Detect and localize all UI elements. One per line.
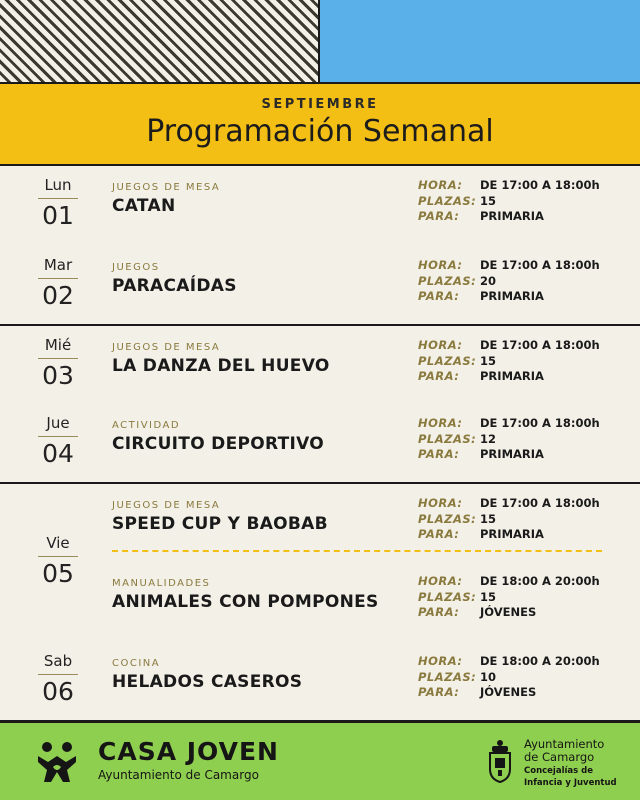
places-line	[418, 670, 600, 686]
places-label: PLAZAS:	[418, 353, 477, 368]
page-title: Programación Semanal	[146, 114, 494, 149]
activity-category: JUEGOS DE MESA	[112, 182, 221, 193]
day-name: Sab	[38, 652, 78, 675]
schedule-row	[0, 642, 640, 722]
day-number: 02	[42, 281, 74, 310]
hour-label: HORA:	[418, 496, 463, 510]
schedule-row	[0, 246, 640, 326]
hour-line	[418, 654, 600, 670]
hour-label: HORA:	[418, 654, 463, 668]
places-value: 15	[480, 589, 497, 604]
audience-value: PRIMARIA	[480, 447, 544, 461]
audience-value: PRIMARIA	[480, 369, 544, 383]
activity-category: JUEGOS DE MESA	[112, 342, 221, 353]
activity-details	[418, 258, 600, 305]
places-line	[418, 512, 600, 528]
activity-category: COCINA	[112, 658, 161, 669]
brand-name: CASA JOVEN	[98, 737, 279, 766]
decorative-blue-block	[320, 0, 640, 82]
audience-label: PARA:	[418, 447, 460, 461]
activity-name: PARACAÍDAS	[112, 276, 237, 296]
schedule-row	[0, 326, 640, 406]
hour-line	[418, 258, 600, 274]
schedule-row	[0, 404, 640, 484]
activity-category: JUEGOS DE MESA	[112, 500, 221, 511]
decorative-stripes	[0, 0, 320, 82]
activity-details	[418, 338, 600, 385]
hour-line	[418, 496, 600, 512]
hour-value: DE 17:00 A 18:00h	[480, 496, 600, 510]
hour-label: HORA:	[418, 178, 463, 192]
month-label: SEPTIEMBRE	[261, 97, 379, 112]
places-value: 20	[480, 273, 497, 288]
day-name: Mar	[38, 256, 78, 279]
day-name: Lun	[38, 176, 78, 199]
activity-category: ACTIVIDAD	[112, 420, 181, 431]
hour-line	[418, 416, 600, 432]
day-number: 01	[42, 201, 74, 230]
places-value: 10	[480, 669, 497, 684]
places-value: 15	[480, 193, 497, 208]
audience-label: PARA:	[418, 209, 460, 223]
day-number: 05	[42, 559, 74, 588]
day-number: 03	[42, 361, 74, 390]
dashed-divider	[112, 550, 602, 552]
day-block	[26, 256, 90, 310]
footer	[0, 721, 640, 800]
places-line	[418, 194, 600, 210]
department-line1: Concejalías de	[524, 766, 594, 776]
activity-details	[418, 178, 600, 225]
audience-line	[418, 447, 600, 463]
hour-label: HORA:	[418, 574, 463, 588]
activity	[112, 420, 324, 454]
day-block	[26, 336, 90, 390]
casa-joven-logo-icon	[36, 740, 78, 784]
council-name-line1: Ayuntamiento	[524, 737, 605, 751]
hour-label: HORA:	[418, 258, 463, 272]
audience-label: PARA:	[418, 527, 460, 541]
day-name: Mié	[38, 336, 78, 359]
day-block	[26, 652, 90, 706]
audience-value: PRIMARIA	[480, 527, 544, 541]
places-value: 15	[480, 353, 497, 368]
council-name-line2: de Camargo	[524, 750, 595, 764]
hour-label: HORA:	[418, 416, 463, 430]
hour-label: HORA:	[418, 338, 463, 352]
places-line	[418, 590, 600, 606]
activity-name: ANIMALES CON POMPONES	[112, 592, 379, 612]
day-block	[26, 534, 90, 588]
hour-value: DE 17:00 A 18:00h	[480, 338, 600, 352]
audience-label: PARA:	[418, 605, 460, 619]
header-banner	[0, 82, 640, 166]
activity-details	[418, 416, 600, 463]
audience-line	[418, 289, 600, 305]
day-number: 04	[42, 439, 74, 468]
places-line	[418, 432, 600, 448]
places-line	[418, 354, 600, 370]
schedule-row	[0, 166, 640, 248]
activity-name: CATAN	[112, 196, 176, 216]
activity-category: JUEGOS	[112, 262, 160, 273]
activity	[112, 658, 302, 692]
audience-value: PRIMARIA	[480, 289, 544, 303]
activity-name: HELADOS CASEROS	[112, 672, 303, 692]
activity	[112, 342, 330, 376]
activity	[112, 500, 328, 534]
hour-value: DE 17:00 A 18:00h	[480, 416, 600, 430]
audience-value: JÓVENES	[480, 605, 537, 619]
department-line2: Infancia y Juventud	[524, 778, 617, 788]
audience-value: JÓVENES	[480, 685, 537, 699]
hour-value: DE 17:00 A 18:00h	[480, 258, 600, 272]
audience-line	[418, 605, 600, 621]
audience-label: PARA:	[418, 369, 460, 383]
activity-name: CIRCUITO DEPORTIVO	[112, 434, 325, 454]
activity-name: SPEED CUP Y BAOBAB	[112, 514, 328, 534]
day-block	[26, 176, 90, 230]
hour-value: DE 18:00 A 20:00h	[480, 574, 600, 588]
audience-line	[418, 209, 600, 225]
audience-line	[418, 369, 600, 385]
audience-label: PARA:	[418, 685, 460, 699]
activity	[112, 578, 379, 612]
activity-category: MANUALIDADES	[112, 578, 211, 589]
places-label: PLAZAS:	[418, 273, 477, 288]
audience-value: PRIMARIA	[480, 209, 544, 223]
day-name: Jue	[38, 414, 78, 437]
hour-line	[418, 178, 600, 194]
hour-line	[418, 574, 600, 590]
hour-line	[418, 338, 600, 354]
activity	[112, 182, 220, 216]
places-label: PLAZAS:	[418, 511, 477, 526]
municipal-crest-icon	[486, 739, 514, 783]
day-number: 06	[42, 677, 74, 706]
audience-line	[418, 527, 600, 543]
places-label: PLAZAS:	[418, 431, 477, 446]
activity-name: LA DANZA DEL HUEVO	[112, 356, 330, 376]
audience-label: PARA:	[418, 289, 460, 303]
day-block	[26, 414, 90, 468]
places-line	[418, 274, 600, 290]
activity	[112, 262, 237, 296]
activity-details	[418, 654, 600, 701]
hour-value: DE 17:00 A 18:00h	[480, 178, 600, 192]
hour-value: DE 18:00 A 20:00h	[480, 654, 600, 668]
places-label: PLAZAS:	[418, 589, 477, 604]
audience-line	[418, 685, 600, 701]
day-name: Vie	[38, 534, 78, 557]
places-label: PLAZAS:	[418, 193, 477, 208]
activity-details	[418, 574, 600, 621]
places-value: 15	[480, 511, 497, 526]
places-label: PLAZAS:	[418, 669, 477, 684]
brand-subtitle: Ayuntamiento de Camargo	[98, 768, 259, 782]
schedule-row	[0, 484, 640, 644]
activity-details	[418, 496, 600, 543]
places-value: 12	[480, 431, 497, 446]
